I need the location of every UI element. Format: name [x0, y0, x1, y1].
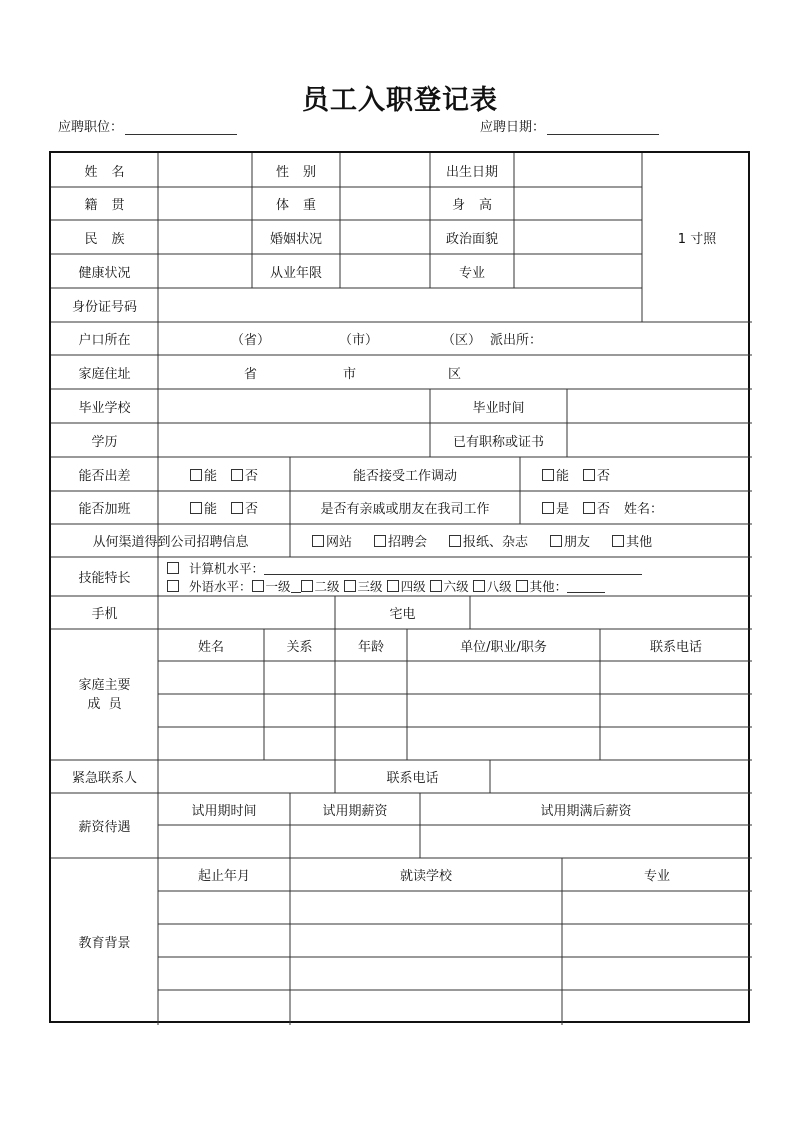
- checkbox-icon: [312, 535, 324, 547]
- registration-form: [49, 151, 750, 1023]
- overtime-no-option[interactable]: 否: [231, 498, 258, 517]
- education-row[interactable]: [158, 924, 752, 957]
- height-label: 身高: [451, 198, 506, 213]
- mobile-input[interactable]: [158, 596, 335, 629]
- checkbox-icon: [473, 580, 485, 592]
- gender-input[interactable]: [340, 153, 430, 187]
- edu-input[interactable]: [158, 423, 430, 457]
- after-trial-salary-header: 试用期满后薪资: [540, 803, 632, 819]
- channel-newspaper-option[interactable]: 报纸、杂志: [449, 531, 528, 550]
- grad-time-input[interactable]: [567, 389, 752, 423]
- political-input[interactable]: [514, 220, 642, 254]
- level2-option[interactable]: 二级: [301, 577, 340, 595]
- level1-option[interactable]: 一级: [252, 577, 291, 595]
- level6-option[interactable]: 六级: [430, 577, 469, 595]
- hukou-input[interactable]: [158, 322, 752, 355]
- hukou-province: （省）: [231, 333, 271, 348]
- trial-time-input[interactable]: [158, 825, 290, 858]
- name-input[interactable]: [158, 153, 252, 187]
- checkbox-icon: [542, 469, 554, 481]
- skills-label: 技能特长: [78, 571, 131, 586]
- hukou-city: （市）: [339, 333, 379, 348]
- years-label: 从业年限: [269, 265, 322, 281]
- checkbox-icon: [387, 580, 399, 592]
- checkbox-icon: [516, 580, 528, 592]
- family-row[interactable]: [158, 727, 752, 760]
- language-level-row: [167, 577, 752, 595]
- travel-label: 能否出差: [78, 468, 131, 484]
- edu-major-header: 专业: [643, 869, 670, 884]
- trial-time-header: 试用期时间: [191, 803, 257, 819]
- checkbox-icon: [301, 580, 313, 592]
- language-level-label: 外语水平：: [189, 579, 252, 594]
- grad-time-label: 毕业时间: [472, 400, 525, 416]
- date-label: 应聘日期：: [480, 120, 546, 135]
- checkbox-icon: [252, 580, 264, 592]
- checkbox-icon: [167, 580, 179, 592]
- transfer-options: [520, 457, 752, 491]
- edu-school-header: 就读学校: [399, 869, 452, 884]
- major-label: 专业: [458, 265, 485, 281]
- period-header: 起止年月: [197, 869, 250, 884]
- transfer-yes-option[interactable]: 能: [542, 465, 569, 484]
- contact-phone-input[interactable]: [490, 760, 752, 793]
- checkbox-icon: [167, 562, 179, 574]
- family-age-header: 年龄: [357, 639, 384, 655]
- height-input[interactable]: [514, 187, 642, 220]
- idno-label: 身份证号码: [71, 299, 137, 315]
- school-label: 毕业学校: [78, 400, 131, 416]
- political-label: 政治面貌: [445, 231, 498, 247]
- trial-salary-header: 试用期薪资: [322, 803, 388, 819]
- form-title: 员工入职登记表: [302, 85, 498, 116]
- level4-option[interactable]: 四级: [387, 577, 426, 595]
- checkbox-icon: [344, 580, 356, 592]
- position-label: 应聘职位：: [58, 120, 124, 135]
- relative-yes-option[interactable]: 是: [542, 498, 569, 517]
- birth-input[interactable]: [514, 153, 642, 187]
- level3-option[interactable]: 三级: [344, 577, 383, 595]
- family-name-header: 姓名: [197, 639, 224, 655]
- relative-name-field[interactable]: 姓名：: [624, 502, 664, 517]
- family-phone-header: 联系电话: [649, 639, 702, 655]
- overtime-yes-option[interactable]: 能: [190, 498, 217, 517]
- level-other-option[interactable]: 其他：: [516, 577, 568, 595]
- checkbox-icon: [231, 502, 243, 514]
- trial-salary-input[interactable]: [290, 825, 420, 858]
- channel-fair-option[interactable]: 招聘会: [374, 531, 427, 550]
- marital-label: 婚姻状况: [269, 231, 322, 247]
- family-row[interactable]: [158, 661, 752, 694]
- cert-label: 已有职称或证书: [452, 434, 544, 450]
- checkbox-icon: [583, 469, 595, 481]
- family-unit-header: 单位/职业/职务: [460, 639, 547, 655]
- address-district: 区: [448, 366, 462, 382]
- home-phone-input[interactable]: [470, 596, 752, 629]
- overtime-label: 能否加班: [78, 502, 131, 517]
- channel-options: [290, 524, 752, 557]
- relative-options: [520, 491, 752, 524]
- ethnic-label: 民族: [84, 231, 139, 247]
- checkbox-icon: [430, 580, 442, 592]
- idno-input[interactable]: [158, 288, 642, 322]
- origin-label: 籍贯: [84, 198, 139, 213]
- family-label: [51, 629, 158, 760]
- school-input[interactable]: [158, 389, 430, 423]
- travel-no-option[interactable]: 否: [231, 465, 258, 484]
- address-input[interactable]: [158, 355, 752, 389]
- channel-website-option[interactable]: 网站: [312, 531, 352, 550]
- cert-input[interactable]: [567, 423, 752, 457]
- address-label: 家庭住址: [78, 366, 131, 382]
- family-relation-header: 关系: [286, 639, 313, 655]
- checkbox-icon: [612, 535, 624, 547]
- transfer-no-option[interactable]: 否: [583, 465, 610, 484]
- hukou-label: 户口所在: [78, 333, 131, 348]
- computer-level-line: [264, 562, 642, 575]
- level8-option[interactable]: 八级: [473, 577, 512, 595]
- contact-phone-label: 联系电话: [386, 771, 439, 786]
- checkbox-icon: [542, 502, 554, 514]
- education-row[interactable]: [158, 990, 752, 1023]
- health-label: 健康状况: [78, 265, 131, 281]
- checkbox-icon: [231, 469, 243, 481]
- channel-other-option[interactable]: 其他: [612, 531, 652, 550]
- emergency-input[interactable]: [158, 760, 335, 793]
- relative-label: 是否有亲戚或朋友在我司工作: [320, 502, 490, 517]
- weight-label: 体重: [275, 198, 330, 213]
- ethnic-input[interactable]: [158, 220, 252, 254]
- channel-label: 从何渠道得到公司招聘信息: [92, 535, 249, 550]
- travel-options: [158, 457, 290, 491]
- name-label: 姓名: [84, 164, 139, 180]
- computer-level-label: 计算机水平：: [189, 561, 265, 576]
- emergency-label: 紧急联系人: [71, 771, 137, 786]
- hukou-district: （区）: [442, 333, 482, 348]
- marital-input[interactable]: [340, 220, 430, 254]
- after-trial-salary-input[interactable]: [420, 825, 752, 858]
- salary-label: 薪资待遇: [78, 820, 131, 835]
- birth-label: 出生日期: [445, 164, 498, 180]
- education-label: 教育背景: [78, 936, 131, 951]
- computer-level-row[interactable]: [167, 559, 752, 577]
- edu-label: 学历: [91, 434, 118, 450]
- family-label-line1: 家庭主要: [78, 677, 131, 693]
- family-label-line2: 成 员: [87, 696, 122, 712]
- position-field[interactable]: [58, 116, 237, 135]
- hukou-police: 派出所：: [490, 333, 543, 348]
- photo-box[interactable]: 1 寸照: [677, 232, 717, 247]
- checkbox-icon: [550, 535, 562, 547]
- date-underline: [547, 122, 659, 135]
- education-row[interactable]: [158, 957, 752, 990]
- health-input[interactable]: [158, 254, 252, 288]
- education-row[interactable]: [158, 891, 752, 924]
- gender-label: 性别: [275, 164, 330, 180]
- transfer-label: 能否接受工作调动: [352, 468, 457, 484]
- weight-input[interactable]: [340, 187, 430, 220]
- position-underline: [125, 122, 237, 135]
- relative-no-option[interactable]: 否: [583, 498, 610, 517]
- overtime-options: [158, 491, 290, 524]
- address-city: 市: [343, 366, 357, 382]
- major-input[interactable]: [514, 254, 642, 288]
- travel-yes-option[interactable]: 能: [190, 465, 217, 484]
- family-row[interactable]: [158, 694, 752, 727]
- checkbox-icon: [449, 535, 461, 547]
- home-phone-label: 宅电: [389, 607, 416, 622]
- checkbox-icon: [374, 535, 386, 547]
- origin-input[interactable]: [158, 187, 252, 220]
- years-input[interactable]: [340, 254, 430, 288]
- checkbox-icon: [190, 502, 202, 514]
- checkbox-icon: [583, 502, 595, 514]
- address-province: 省: [244, 366, 258, 382]
- date-field[interactable]: [480, 116, 659, 135]
- channel-friend-option[interactable]: 朋友: [550, 531, 590, 550]
- mobile-label: 手机: [91, 607, 118, 622]
- checkbox-icon: [190, 469, 202, 481]
